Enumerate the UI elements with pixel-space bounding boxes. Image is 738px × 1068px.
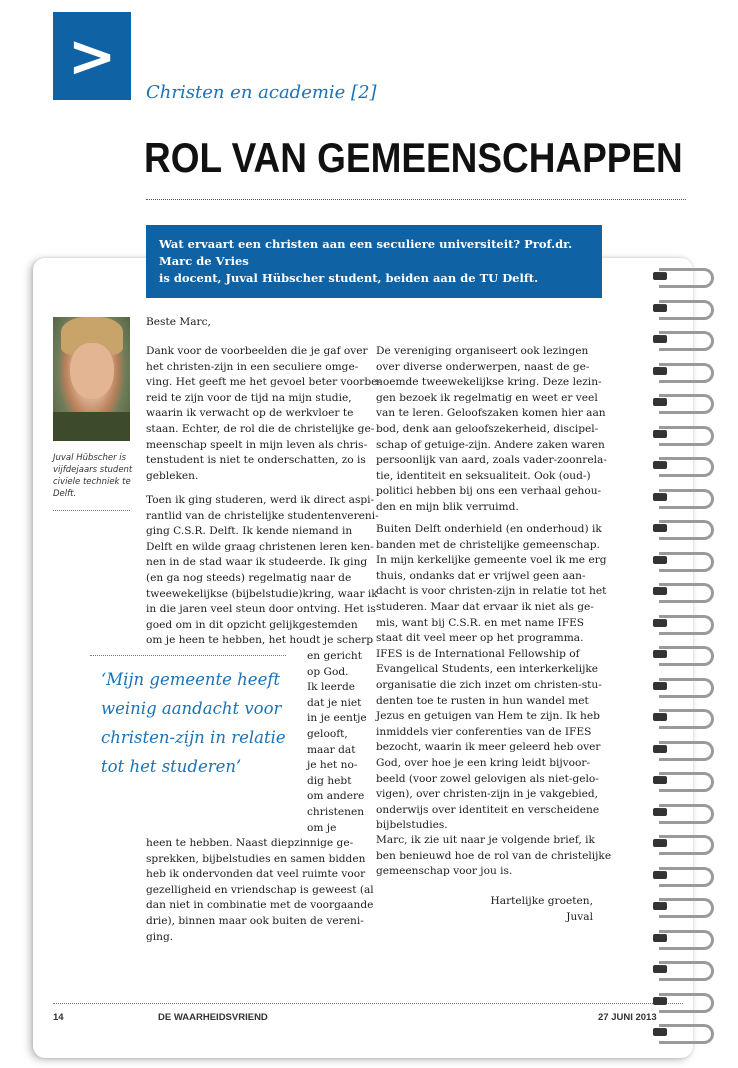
spiral-ring bbox=[653, 833, 713, 853]
photo-shirt bbox=[53, 412, 130, 441]
spiral-ring bbox=[653, 644, 713, 664]
letter-paragraph-narrow: en gericht op God. Ik leerde dat je niet in je eentje gelooft, maar dat je het no- dig hebt om andere christenen om je bbox=[307, 650, 367, 834]
spiral-ring bbox=[653, 487, 713, 507]
spiral-ring bbox=[653, 361, 713, 381]
spiral-ring bbox=[653, 266, 713, 286]
spiral-ring bbox=[653, 581, 713, 601]
letter-paragraph: Dank voor de voorbeelden die je gaf over het christen-zijn in een seculiere omge- ving. Het geeft me het gevoel beter voorbe- reid te zijn voor de tijd na mijn studie, waarin ik verwacht op de werkvloer te staan. Echter, de rol die de christelijke ge- meenschap speelt in mijn leven als chris- tenstudent is niet te onderschatten, zo is gebleken. bbox=[146, 345, 381, 482]
author-photo bbox=[53, 317, 130, 441]
spiral-ring bbox=[653, 959, 713, 979]
spiral-ring bbox=[653, 424, 713, 444]
spiral-binding bbox=[653, 266, 723, 1056]
pull-quote: ‘Mijn gemeente heeft weinig aandacht voor christen-zijn in relatie tot het studeren’ bbox=[101, 670, 286, 776]
spiral-ring bbox=[653, 518, 713, 538]
spiral-ring bbox=[653, 991, 713, 1011]
issue-date: 27 JUNI 2013 bbox=[598, 1012, 657, 1023]
publication-name: DE WAARHEIDSVRIEND bbox=[158, 1012, 268, 1023]
letter-signature: Juval bbox=[566, 911, 593, 923]
intro-box: Wat ervaart een christen aan een seculiere universiteit? Prof.dr. Marc de Vries is docent, Juval Hübscher student, beiden aan de TU Delft. bbox=[146, 225, 602, 298]
spiral-ring bbox=[653, 865, 713, 885]
spiral-ring bbox=[653, 455, 713, 475]
spiral-ring bbox=[653, 1022, 713, 1042]
spiral-ring bbox=[653, 928, 713, 948]
spiral-ring bbox=[653, 676, 713, 696]
spiral-ring bbox=[653, 802, 713, 822]
footer-divider bbox=[53, 1003, 683, 1004]
letter-paragraph: heen te hebben. Naast diepzinnige ge- sprekken, bijbelstudies en samen bidden heb ik ondervonden dat veel ruimte voor gezelligheid en vriendschap is geweest (al dan niet in combinatie met de voorgaande drie), binnen maar ook buiten de vereni- ging. bbox=[146, 837, 374, 943]
letter-salutation: Beste Marc, bbox=[146, 316, 211, 328]
letter-paragraph: Buiten Delft onderhield (en onderhoud) ik banden met de christelijke gemeenschap. In mijn kerkelijke gemeente voel ik me erg thuis, ondanks dat er vrijwel geen aan- dacht is voor christen-zijn in relatie tot het studeren. Maar dat ervaar ik niet als ge- mis, want bij C.S.R. en met name IFES staat dit veel meer op het programma. IFES is de International Fellowship of Evangelical Students, een interkerkelijke organisatie die zich inzet om christen-stu- denten toe te rusten in hun wandel met Jezus en getuigen van Hem te zijn. Ik heb inmiddels vier conferenties van de IFES bezocht, waarin ik meer geleerd heb over God, over hoe je een kring leidt bijvoor- beeld (voor zowel gelovigen als niet-gelo- vigen), over christen-zijn in je vakgebied, onderwijs over identiteit en verscheidene bijbelstudies. bbox=[376, 523, 607, 832]
letter-closing: Hartelijke groeten, bbox=[490, 895, 593, 907]
spiral-ring bbox=[653, 739, 713, 759]
caption-divider bbox=[53, 510, 130, 511]
series-title: Christen en academie [2] bbox=[146, 82, 377, 103]
spiral-ring bbox=[653, 707, 713, 727]
letter-paragraph: De vereniging organiseert ook lezingen over diverse onderwerpen, naast de ge- noemde tweewekelijkse kring. Deze lezin- gen bezoek ik regelmatig en weet er veel van te leren. Geloofszaken komen hier aan bod, denk aan geloofszekerheid, discipel- schap of getuige-zijn. Andere zaken waren persoonlijk van aard, zoals vader-zoonrela- tie, identiteit en seksualiteit. Ook (oud-) politici hebben bij ons een verhaal gehou- den en mijn blik verruimd. bbox=[376, 345, 607, 513]
photo-face bbox=[70, 343, 114, 399]
quote-divider bbox=[90, 655, 286, 656]
spiral-ring bbox=[653, 613, 713, 633]
letter-paragraph: Toen ik ging studeren, werd ik direct aspi- rantlid van de christelijke studentenvereni- ging C.S.R. Delft. Ik kende niemand in Delft en wilde graag christenen leren ken- nen in de stad waar ik studeerde. Ik ging (en ga nog steeds) regelmatig naar de tweewekelijkse (bijbelstudie)kring, waar ik in die jaren veel steun door ontving. Het is goed om in dit opzicht gelijkgestemden om je heen te hebben, het houdt je scherp bbox=[146, 494, 379, 647]
title-divider bbox=[146, 199, 686, 200]
spiral-ring bbox=[653, 550, 713, 570]
page-number: 14 bbox=[53, 1012, 64, 1023]
spiral-ring bbox=[653, 770, 713, 790]
spiral-ring bbox=[653, 896, 713, 916]
section-arrow-icon: > bbox=[53, 12, 131, 100]
letter-paragraph: Marc, ik zie uit naar je volgende brief, ik ben benieuwd hoe de rol van de christelijke gemeenschap voor jou is. bbox=[376, 834, 612, 878]
spiral-ring bbox=[653, 392, 713, 412]
spiral-ring bbox=[653, 329, 713, 349]
photo-caption: Juval Hübscher is vijfdejaars student civiele techniek te Delft. bbox=[53, 453, 133, 499]
page-title: ROL VAN GEMEENSCHAPPEN bbox=[144, 134, 683, 181]
spiral-ring bbox=[653, 298, 713, 318]
